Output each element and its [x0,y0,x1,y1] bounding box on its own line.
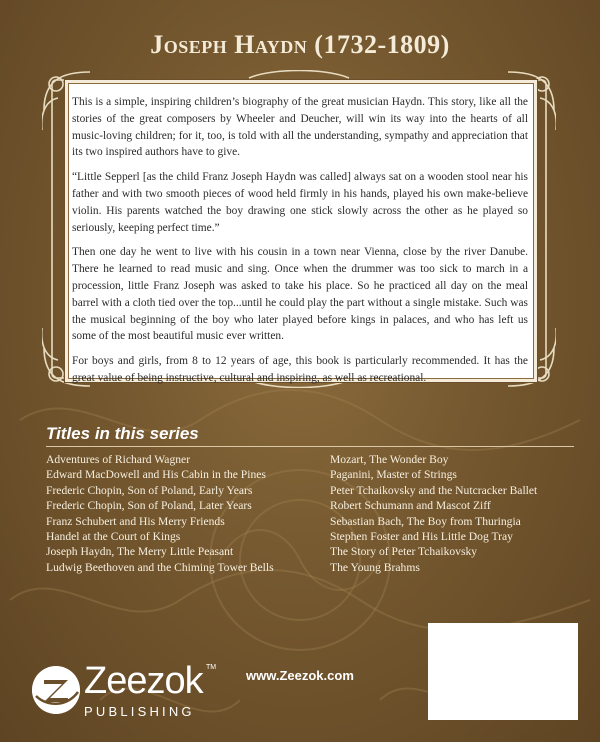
series-title: Ludwig Beethoven and the Chiming Tower Bells [46,560,274,574]
series-title: Joseph Haydn, The Merry Little Peasant [46,545,234,559]
series-title: Frederic Chopin, Son of Poland, Early Years [46,483,253,497]
description-paragraph: This is a simple, inspiring children’s biography of the great musician Haydn. This story, like all the stories of the great composers by Wheeler and Deucher, will win its way into the hearts of all music-loving children; for it, too, is told with all the understanding, sympathy and appreciation that its two inspired authors have to give. [72,96,528,159]
series-title: The Story of Peter Tchaikovsky [330,545,478,559]
series-list-right [330,452,537,575]
series-title: Peter Tchaikovsky and the Nutcracker Ballet [330,483,538,497]
book-title: Joseph Haydn (1732-1809) [150,30,450,59]
series-title: Franz Schubert and His Merry Friends [46,514,225,528]
z-swoosh-icon [32,666,80,714]
series-heading: Titles in this series [46,424,199,443]
description-paragraph: Then one day he went to live with his cousin in a town near Vienna, close by the river Danube. There he learned to read music and sing. Once when the drummer was too sick to march in a procession, little Franz Joseph was asked to take his place. So he practiced all day on the meal barrel with a cloth tied over the top...until he could play the part without a single mistake. Such was the musical beginning of the boy who later played before kings in palaces, and who has left us some of the most beautiful music ever written. [72,246,528,343]
series-list-left [46,452,274,575]
description-paragraph: “Little Sepperl [as the child Franz Joseph Haydn was called] always sat on a wooden stool near his father and with two smooth pieces of wood held firmly in his hands, played his own make-believe violin. His parents watched the boy drawing one stick slowly across the other as he played so seriously, keeping perfect time.” [72,171,528,234]
series-title: Paganini, Master of Strings [330,468,457,482]
book-description [72,94,528,395]
description-paragraph: For boys and girls, from 8 to 12 years of age, this book is particularly recommended. It has the great value of being instructive, cultural and inspiring, as well as recreational. [72,355,528,384]
trademark-mark: TM [206,664,217,671]
series-title: Sebastian Bach, The Boy from Thuringia [330,514,521,528]
publisher-logo [32,660,222,730]
series-title: Mozart, The Wonder Boy [330,453,449,466]
barcode-area [428,623,578,720]
series-divider [46,446,574,447]
series-title: Frederic Chopin, Son of Poland, Later Years [46,499,252,513]
series-title: Robert Schumann and Mascot Ziff [330,499,491,513]
publisher-name: Zeezok [84,660,203,702]
series-title: Edward MacDowell and His Cabin in the Pines [46,468,266,482]
series-title: Handel at the Court of Kings [46,530,181,544]
publisher-subtitle: PUBLISHING [84,704,195,719]
series-title: Adventures of Richard Wagner [46,453,191,466]
series-title: The Young Brahms [330,560,420,574]
publisher-website: www.Zeezok.com [246,668,354,683]
series-title: Stephen Foster and His Little Dog Tray [330,530,513,544]
